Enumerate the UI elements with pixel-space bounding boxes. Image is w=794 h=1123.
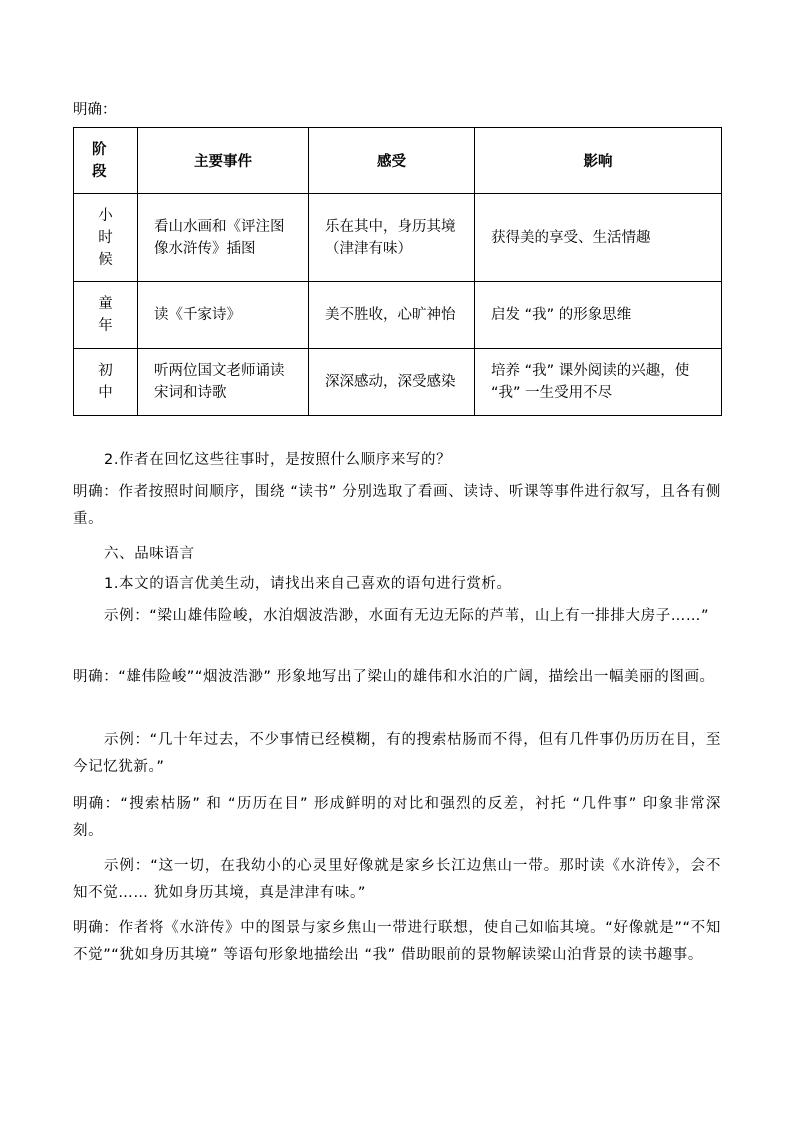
question-2: 2.作者在回忆这些往事时，是按照什么顺序来写的？ (104, 452, 452, 468)
event-cell: 读《千家诗》 (138, 282, 309, 349)
reading-stages-table (73, 127, 722, 416)
event-cell: 看山水画和《评注图像水浒传》插图 (138, 194, 309, 282)
answer-example-2: 明确：“搜索枯肠” 和 “历历在目” 形成鲜明的对比和强烈的反差，衬托 “几件事” 印象非常深刻。 (73, 796, 721, 839)
event-cell: 听两位国文老师诵读宋词和诗歌 (138, 349, 309, 416)
example-1: 示例：“梁山雄伟险峻，水泊烟波浩渺，水面有无边无际的芦苇，山上有一排排大房子……” (104, 608, 710, 624)
impact-cell: 启发 “我” 的形象思维 (475, 282, 722, 349)
impact-cell: 获得美的享受、生活情趣 (475, 194, 722, 282)
example-3: 示例：“这一切，在我幼小的心灵里好像就是家乡长江边焦山一带。那时读《水浒传》，会不知不觉…… 犹如身历其境，真是津津有味。” (73, 858, 721, 901)
table-row (74, 349, 722, 416)
header-impact: 影响 (475, 128, 722, 194)
feeling-cell: 深深感动，深受感染 (309, 349, 475, 416)
question-1: 1.本文的语言优美生动，请找出来自己喜欢的语句进行赏析。 (104, 576, 512, 592)
table-row (74, 194, 722, 282)
answer-label: 明确： (73, 102, 117, 118)
answer-2: 明确：作者按照时间顺序，围绕 “读书” 分别选取了看画、读诗、听课等事件进行叙写，且各有侧重。 (73, 484, 721, 527)
table-row (74, 282, 722, 349)
answer-example-3: 明确：作者将《水浒传》中的图景与家乡焦山一带进行联想，使自己如临其境。“好像就是”“不知不觉”“犹如身历其境” 等语句形象地描绘出 “我” 借助眼前的景物解读梁山泊背景的读书趣事。 (73, 920, 721, 963)
feeling-cell: 美不胜收，心旷神怡 (309, 282, 475, 349)
table-header-row (74, 128, 722, 194)
answer-example-1: 明确：“雄伟险峻”“烟波浩渺” 形象地写出了梁山的雄伟和水泊的广阔，描绘出一幅美丽的图画。 (73, 669, 715, 685)
impact-cell: 培养 “我” 课外阅读的兴趣，使 “我” 一生受用不尽 (475, 349, 722, 416)
example-2: 示例：“几十年过去，不少事情已经模糊，有的搜索枯肠而不得，但有几件事仍历历在目，至今记忆犹新。” (73, 732, 721, 775)
feeling-cell: 乐在其中，身历其境（津津有味） (309, 194, 475, 282)
stage-cell: 童年 (74, 282, 138, 349)
stage-cell: 初中 (74, 349, 138, 416)
section-heading: 六、品味语言 (104, 546, 195, 562)
stage-cell: 小时候 (74, 194, 138, 282)
header-event: 主要事件 (138, 128, 309, 194)
header-feeling: 感受 (309, 128, 475, 194)
header-stage: 阶段 (74, 128, 138, 194)
